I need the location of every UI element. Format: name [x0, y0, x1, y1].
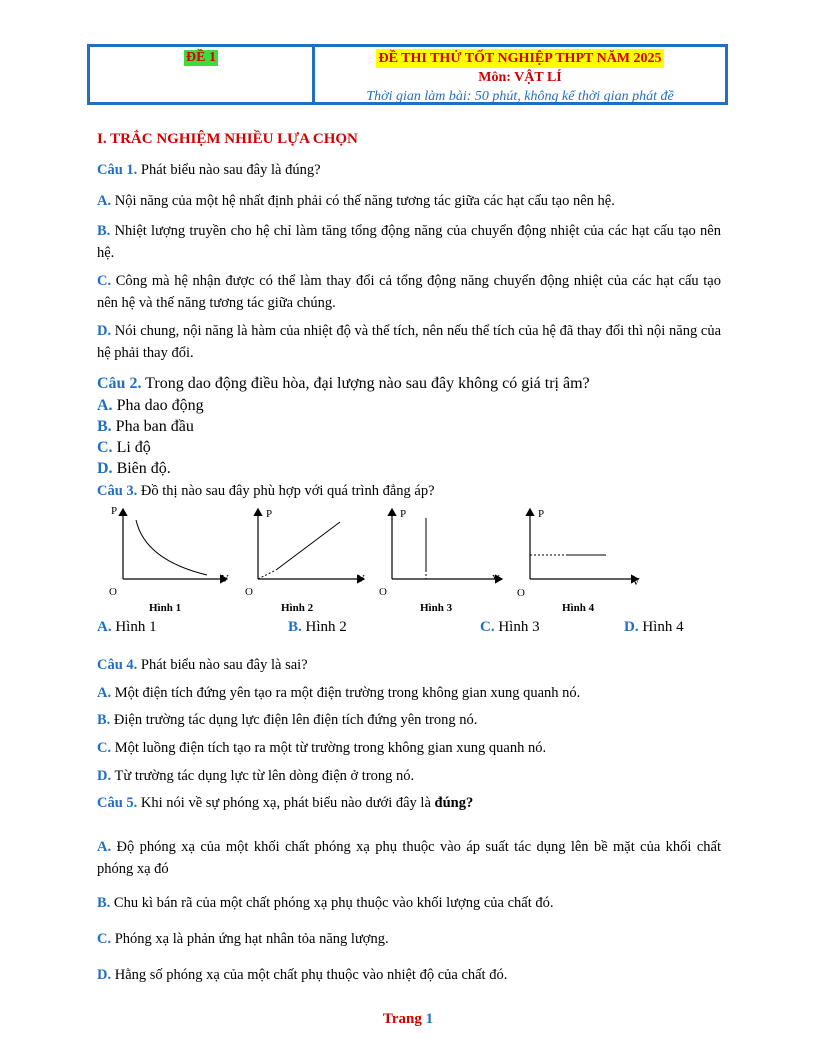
- option-key: D.: [97, 323, 112, 339]
- graph-v-label: V: [492, 573, 500, 585]
- option-text: Pha dao động: [116, 397, 204, 414]
- q4-option-b: [97, 709, 721, 731]
- option-key: C.: [97, 439, 113, 456]
- exam-code-cell: [90, 47, 315, 102]
- option-text: Một điện tích đứng yên tạo ra một điện trường trong không gian xung quanh nó.: [114, 685, 581, 701]
- exam-subject: Môn: VẬT LÍ: [478, 70, 562, 85]
- option-key: D.: [97, 967, 112, 983]
- q2-option-b: [97, 416, 721, 438]
- graph-v-label: V: [221, 573, 229, 585]
- exam-title-cell: [315, 47, 725, 102]
- question-label: Câu 2.: [97, 375, 142, 392]
- graph-p-label: P: [400, 508, 407, 520]
- exam-header: [87, 44, 728, 105]
- graph-p-label: P: [538, 508, 545, 520]
- q1-option-c: [97, 270, 721, 314]
- section-title: I. TRẮC NGHIỆM NHIỀU LỰA CHỌN: [97, 131, 358, 147]
- question-4: [97, 654, 721, 676]
- question-5: [97, 792, 721, 814]
- q2-option-c: [97, 437, 721, 459]
- option-key: B.: [97, 895, 111, 911]
- graph-caption: Hình 4: [562, 602, 595, 614]
- q4-option-a: [97, 682, 721, 704]
- option-key: A.: [97, 685, 112, 701]
- option-key: B.: [288, 619, 302, 635]
- option-text: Nói chung, nội năng là hàm của nhiệt độ và thể tích, nên nếu thể tích của hệ đã thay đổi thì nội năng của hệ phải thay đổi.: [97, 323, 722, 361]
- graph-p-label: P: [266, 508, 273, 520]
- option-key: B.: [97, 223, 111, 239]
- option-text: Chu kì bán rã của một chất phóng xạ phụ thuộc vào khối lượng của chất đó.: [113, 895, 554, 911]
- graph-caption: Hình 3: [420, 602, 453, 614]
- question-3: [97, 480, 721, 502]
- option-key: A.: [97, 193, 112, 209]
- option-text: Phóng xạ là phản ứng hạt nhân tỏa năng lượng.: [114, 931, 389, 947]
- option-key: C.: [480, 619, 495, 635]
- option-key: C.: [97, 740, 112, 756]
- option-key: A.: [97, 619, 112, 635]
- page-label: Trang: [382, 1011, 422, 1027]
- question-text: Phát biểu nào sau đây là sai?: [140, 657, 308, 673]
- question-2: [97, 373, 721, 395]
- question-label: Câu 3.: [97, 483, 138, 499]
- question-label: Câu 4.: [97, 657, 138, 673]
- option-text: Độ phóng xạ của một khối chất phóng xạ phụ thuộc vào áp suất tác dụng lên bề mặt của khối chất phóng xạ đó: [97, 839, 722, 877]
- q3-option-c: [480, 619, 540, 636]
- exam-time: Thời gian làm bài: 50 phút, không kể thời gian phát đề: [366, 89, 674, 104]
- graph-p-label: P: [111, 505, 118, 517]
- graph-caption: Hình 1: [149, 602, 182, 614]
- option-text: Biên độ.: [116, 460, 171, 477]
- q2-option-d: [97, 458, 721, 480]
- option-key: B.: [97, 712, 111, 728]
- graph-2: [244, 506, 374, 623]
- option-text: Công mà hệ nhận được có thể làm thay đổi cả tổng động năng chuyển động nhiệt của các hạt cấu tạo nên hệ và thế năng tương tác giữa chúng.: [97, 273, 721, 311]
- graph-4: [516, 506, 651, 623]
- q1-option-b: [97, 220, 721, 264]
- option-key: D.: [97, 768, 112, 784]
- question-text: Đồ thị nào sau đây phù hợp với quá trình đẳng áp?: [140, 483, 435, 499]
- option-text: Nội năng của một hệ nhất định phải có thế năng tương tác giữa các hạt cấu tạo nên hệ.: [114, 193, 615, 209]
- option-text: Điện trường tác dụng lực điện lên điện tích đứng yên trong nó.: [113, 712, 478, 728]
- question-label: Câu 1.: [97, 162, 138, 178]
- question-label: Câu 5.: [97, 795, 138, 811]
- graph-caption: Hình 2: [281, 602, 314, 614]
- option-key: A.: [97, 839, 112, 855]
- option-text: Hình 4: [642, 619, 684, 635]
- option-key: C.: [97, 273, 112, 289]
- option-key: D.: [97, 460, 113, 477]
- graph-origin-label: O: [517, 587, 525, 599]
- page-number: 1: [425, 1011, 434, 1027]
- q3-option-b: [288, 619, 347, 636]
- option-text: Từ trường tác dụng lực từ lên dòng điện ở trong nó.: [114, 768, 415, 784]
- q2-option-a: [97, 395, 721, 417]
- q3-option-a: [97, 619, 157, 636]
- option-text: Hình 3: [498, 619, 540, 635]
- exam-code: ĐỀ 1: [186, 50, 216, 65]
- option-text: Một luồng điện tích tạo ra một từ trường trong không gian xung quanh nó.: [114, 740, 547, 756]
- question-text: Trong dao động điều hòa, đại lượng nào sau đây không có giá trị âm?: [145, 375, 590, 392]
- q5-option-c: [97, 928, 721, 950]
- exam-title: ĐỀ THI THỬ TỐT NGHIỆP THPT NĂM 2025: [378, 51, 662, 66]
- option-key: C.: [97, 931, 112, 947]
- q1-option-d: [97, 320, 721, 364]
- option-text: Nhiệt lượng truyền cho hệ chỉ làm tăng tổng động năng của chuyển động nhiệt của các hạt cấu tạo nên hệ.: [97, 223, 721, 261]
- q4-option-c: [97, 737, 721, 759]
- q5-option-a: [97, 836, 721, 880]
- question-emphasis: đúng?: [434, 795, 474, 811]
- graph-3: [378, 506, 508, 623]
- option-text: Hình 1: [115, 619, 157, 635]
- graph-v-label: V: [632, 576, 640, 588]
- option-key: A.: [97, 397, 113, 414]
- graph-origin-label: O: [379, 586, 387, 598]
- question-text: Khi nói về sự phóng xạ, phát biểu nào dưới đây là: [140, 795, 431, 811]
- option-key: B.: [97, 418, 112, 435]
- graph-origin-label: O: [109, 586, 117, 598]
- q1-option-a: [97, 190, 721, 212]
- q5-option-b: [97, 892, 721, 914]
- option-text: Pha ban đầu: [115, 418, 194, 435]
- option-key: D.: [624, 619, 639, 635]
- q4-option-d: [97, 765, 721, 787]
- option-text: Hình 2: [305, 619, 347, 635]
- graph-origin-label: O: [245, 586, 253, 598]
- q5-option-d: [97, 964, 721, 986]
- graph-v-label: V: [357, 573, 365, 585]
- graph-1: [105, 506, 235, 623]
- option-text: Hằng số phóng xạ của một chất phụ thuộc vào nhiệt độ của chất đó.: [114, 967, 508, 983]
- page-footer: [0, 1011, 816, 1028]
- question-text: Phát biểu nào sau đây là đúng?: [140, 162, 321, 178]
- q3-option-d: [624, 619, 684, 636]
- question-1: [97, 159, 721, 181]
- option-text: Li độ: [116, 439, 151, 456]
